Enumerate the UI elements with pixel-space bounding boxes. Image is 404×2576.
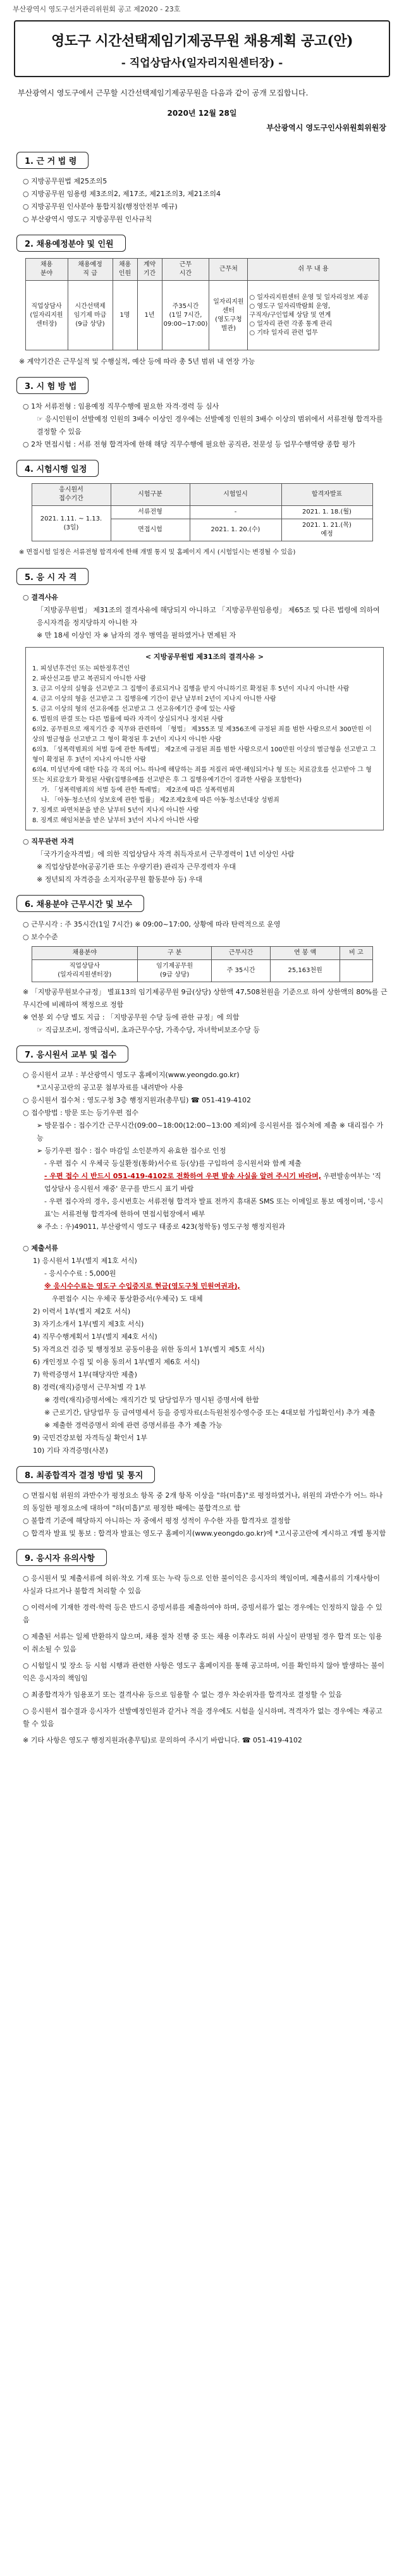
col-header: 시험구분 — [111, 484, 190, 506]
rule-line: 2. 파산선고를 받고 복권되지 아니한 사람 — [32, 675, 146, 682]
doc-item: 9) 국민건강보험 자격득실 확인서 1부 — [33, 1434, 148, 1442]
section-9-heading: 9. 응시자 유의사항 — [16, 1549, 107, 1566]
cell-remark — [340, 960, 372, 982]
col-header: 채용분야 — [32, 947, 138, 960]
doc-item: ※ 경력(재직)증명서에는 재직기간 및 담당업무가 명시된 증명서에 한함 — [44, 1396, 259, 1404]
section-1-heading: 1. 근 거 법 령 — [16, 152, 89, 169]
s3-p1a: ☞ 응시인원이 선발예정 인원의 3배수 이상인 경우에는 선발예정 인원의 3배수 이상의 범위에서 서류전형 합격자를 결정할 수 있음 — [37, 415, 383, 436]
col-header: 근무 시간 — [162, 259, 209, 281]
salary-table — [32, 946, 373, 982]
col-header: 응시원서 접수기간 — [32, 484, 111, 506]
s8-item: ○ 합격자 발표 및 통보 : 합격자 발표는 영도구 홈페이지(www.yeongdo.go.kr)에 *고시공고란에 게시하고 개별 통지함 — [23, 1529, 386, 1538]
recruit-table — [25, 258, 379, 350]
rule-line: 4. 금고 이상의 형을 선고받고 그 집행유예 기간이 끝난 날부터 2년이 지나지 아니한 사람 — [32, 696, 276, 703]
s7-p4: ○ 제출서류 — [23, 1244, 58, 1252]
doc-item: 1) 응시원서 1부(별지 제1호 서식) — [33, 1257, 137, 1265]
section-2-heading: 2. 채용예정분야 및 인원 — [16, 235, 126, 252]
rule-line: 6의4. 미성년자에 대한 다음 각 목의 어느 하나에 해당하는 죄를 저질러 파면·해임되거나 형 또는 치료감호를 선고받아 그 형 또는 치료감호가 확정된 사람(집행유예를 선고받은 후 그 집행유예기간이 경과한 사람을 포함한다) — [32, 767, 372, 784]
s8-item: ○ 면접시험 위원의 과반수가 평정요소 항목 중 2개 항목 이상을 "하(미흡)"로 평정하였거나, 위원의 과반수가 어느 하나의 동일한 평정요소에 대하여 "하(미흡)"로 평정한 때에는 불합격으로 함 — [23, 1491, 383, 1512]
cell-period: 1년 — [137, 281, 162, 350]
cell-date: 2021. 1. 20.(수) — [190, 519, 281, 541]
rule-line: 5. 금고 이상의 형의 선고유예를 선고받고 그 선고유예기간 중에 있는 사람 — [32, 706, 236, 713]
col-header: 채용 인원 — [113, 259, 137, 281]
s9-item: ○ 응시원서 접수결과 응시자가 선발예정인원과 같거나 적을 경우에도 시험을 실시하며, 적격자가 없는 경우에는 재공고할 수 있음 — [23, 1707, 383, 1728]
rule-line: 3. 금고 이상의 실형을 선고받고 그 집행이 종료되거나 집행을 받지 아니하기로 확정된 후 5년이 지나지 아니한 사람 — [32, 686, 350, 693]
cell-duty: ○ 일자리지원센터 운영 및 일자리정보 제공 ○ 영도구 일자리박람회 운영, 구직자/구인업체 상담 및 연계 ○ 일자리 관련 각종 통계 관리 ○ 기타 일자리 관련 업무 — [248, 281, 379, 350]
cell-date: - — [190, 506, 281, 519]
s9-item: ○ 응시원서 및 제출서류에 허위·착오 기재 또는 누락 등으로 인한 불이익은 응시자의 책임이며, 제출서류의 기재사항이 사실과 다르거나 불합격 처리할 수 있음 — [23, 1574, 380, 1595]
rule-line: 1. 피성년후견인 또는 피한정후견인 — [32, 665, 130, 672]
section-3-heading: 3. 시 험 방 법 — [16, 377, 89, 394]
s1-item: ○ 지방공무원법 제25조의5 — [23, 177, 107, 185]
s7-p3: ○ 접수방법 : 방문 또는 등기우편 접수 — [23, 1109, 139, 1117]
s6-p1: ○ 근무시각 : 주 35시간(1일 7시간) ※ 09:00~17:00, 상황에 따라 탄력적으로 운영 — [23, 920, 281, 928]
s6-n3: ☞ 직급보조비, 정액급식비, 초과근무수당, 가족수당, 자녀학비보조수당 등 — [37, 1026, 260, 1034]
s1-item: ○ 부산광역시 영도구 지방공무원 인사규칙 — [23, 215, 152, 223]
s5-q2: ○ 직무관련 자격 — [23, 837, 75, 846]
section-7-heading: 7. 응시원서 교부 및 접수 — [16, 1045, 128, 1063]
section-6-heading: 6. 채용분야 근무시간 및 보수 — [16, 895, 144, 912]
notice-number: 부산광역시 영도구선거관리위원회 공고 제2020 - 23호 — [13, 5, 181, 13]
cell-salary: 25,163천원 — [271, 960, 340, 982]
s3-p2: ○ 2차 면접시험 : 서류 전형 합격자에 한해 해당 직무수행에 필요한 공직관, 전문성 등 업무수행역량 종합 평가 — [23, 440, 356, 448]
cell-grade: 시간선택제 임기제 마급 (9급 상당) — [68, 281, 113, 350]
doc-item: 8) 경력(재직)증명서 근무처별 각 1부 — [33, 1383, 146, 1391]
s7-p3d: - 우편 접수 시 반드시 051-419-4102로 전화하여 우편 발송 사실을 알려 주시기 바라며, — [44, 1172, 321, 1180]
s7-p1a: *고시공고란의 공고문 첨부자료를 내려받아 사용 — [37, 1083, 184, 1092]
col-header: 채용 분야 — [25, 259, 68, 281]
doc-item: 3) 자기소개서 1부(별지 제3호 서식) — [33, 1320, 144, 1328]
col-header: 구 분 — [138, 947, 212, 960]
cell-result: 2021. 1. 18.(월) — [281, 506, 372, 519]
intro-text: 부산광역시 영도구에서 근무할 시간선택제임기제공무원을 다음과 같이 공개 모집합니다. — [18, 89, 309, 97]
disqualification-box — [25, 647, 384, 830]
cell-type: 서류전형 — [111, 506, 190, 519]
s5-q2c: ※ 정년퇴직 자격증을 소지자(공무원 활동분야 등) 우대 — [37, 875, 202, 884]
s9-item: ※ 기타 사항은 영도구 행정지원과(총무팀)로 문의하여 주시기 바랍니다. ☎ 051-419-4102 — [23, 1736, 302, 1744]
rule-title: < 지방공무원법 제31조의 결격사유 > — [145, 653, 264, 661]
s2-note: ※ 계약기간은 근무실적 및 수행실적, 예산 등에 따라 총 5년 범위 내 연장 가능 — [19, 357, 255, 366]
doc-item: ※ 근로기간, 담당업무 등 급여명세서 등을 증빙자료(소득원천징수영수증 또는 4대보험 가입확인서) 추가 제출 — [44, 1408, 376, 1417]
s7-p3c: - 우편 접수 시 우체국 등실환정(통화)서수료 등(상)를 구입하여 응시원서와 함께 제출 — [44, 1159, 302, 1168]
rule-line: 6. 법원의 판결 또는 다른 법률에 따라 자격이 상실되거나 정지된 사람 — [32, 716, 224, 723]
s1-item: ○ 지방공무원 인사분야 통합지침(행정안전부 예규) — [23, 202, 178, 211]
cell-hours: 주35시간 (1일 7시간, 09:00~17:00) — [162, 281, 209, 350]
rule-line: 가. 「성폭력범죄의 처벌 등에 관한 특례법」 제2조에 따른 성폭력범죄 — [41, 787, 235, 794]
s4-note: ※ 면접시험 일정은 서류전형 합격자에 한해 개별 통지 및 홈페이지 게시 (시험일시는 변경될 수 있음) — [19, 549, 296, 556]
cell-field: 직업상담사 (일자리지원 센터장) — [25, 281, 68, 350]
col-header: 연 봉 액 — [271, 947, 340, 960]
section-5-heading: 5. 응 시 자 격 — [16, 568, 89, 585]
doc-item: 우편접수 시는 우체국 통상환증서(우체국) 도 대체 — [52, 1295, 203, 1303]
doc-item: 5) 자격요건 검증 및 행정정보 공동이용을 위한 동의서 1부(별지 제5호 서식) — [33, 1345, 265, 1353]
doc-item: ※ 응시수수료는 영도구 수입증지로 현금(영도구청 민원여권과), — [44, 1282, 240, 1290]
s7-p3e: - 우편 접수자의 경우, 응시번호는 서류전형 합격자 발표 전까지 휴대폰 SMS 또는 이메일로 통보 예정이며, '응시표'는 서류전형 합격자에 한하여 면접시험장에서 배부 — [44, 1197, 384, 1218]
title-box — [14, 20, 390, 77]
issuing-organization: 부산광역시 영도구인사위원회위원장 — [266, 123, 386, 132]
s5-q2a: 「국가기술자격법」에 의한 직업상담사 자격 취득자로서 근무경력이 1년 이상인 사람 — [37, 850, 295, 858]
section-4-heading: 4. 시험시행 일정 — [16, 460, 99, 477]
s9-item: ○ 이력서에 기재한 경력·학력 등은 반드시 증빙서류를 제출하여야 하며, 증빙서류가 없는 경우에는 인정하지 않을 수 있음 — [23, 1603, 383, 1624]
col-header: 합격자발표 — [281, 484, 372, 506]
cell-period: 2021. 1.11. ~ 1.13. (3일) — [32, 506, 111, 541]
document-title: 영도구 시간선택제임기제공무원 채용계획 공고(안) — [51, 33, 353, 49]
s5-q2b: ※ 직업상담분야(공공기관 또는 우량기관) 관리자 근무경력자 우대 — [37, 863, 236, 871]
rule-line: 8. 징계로 해임처분을 받은 날부터 3년이 지나지 아니한 사람 — [32, 817, 199, 824]
rule-line: 6의3. 「성폭력범죄의 처벌 등에 관한 특례법」 제2조에 규정된 죄를 범한 사람으로서 100만원 이상의 벌금형을 선고받고 그 형이 확정된 후 3년이 지나지 아니한 사람 — [32, 746, 376, 763]
cell-type: 면접시험 — [111, 519, 190, 541]
s9-item: ○ 시험일시 및 장소 등 시험 시행과 관련한 사항은 영도구 홈페이지를 통해 공고하며, 이를 확인하지 않아 발생하는 불이익은 응시자의 책임임 — [23, 1661, 384, 1682]
s7-p3d-wrap — [44, 1170, 388, 1195]
cell-result: 2021. 1. 21.(목) 예정 — [281, 519, 372, 541]
document-subtitle: - 직업상담사(일자리지원센터장) - — [121, 57, 283, 70]
doc-item: 6) 개인정보 수집 및 이용 동의서 1부(별지 제6호 서식) — [33, 1358, 200, 1366]
section-8-heading: 8. 최종합격자 결정 방법 및 통지 — [16, 1466, 155, 1483]
col-header: 근무시간 — [212, 947, 271, 960]
s1-item: ○ 지방공무원 임용령 제3조의2, 제17조, 제21조의3, 제21조의4 — [23, 190, 221, 198]
s3-p1: ○ 1차 서류전형 : 임용예정 직무수행에 필요한 자격·경력 등 심사 — [23, 402, 219, 410]
notice-date: 2020년 12월 28일 — [167, 109, 237, 118]
s7-p1: ○ 응시원서 교부 : 부산광역시 영도구 홈페이지(www.yeongdo.go.kr) — [23, 1071, 240, 1079]
s6-n2: ※ 연봉 외 수당 별도 지급 : 「지방공무원 수당 등에 관한 규정」에 의함 — [23, 1013, 240, 1021]
col-header: 쉬 무 내 용 — [248, 259, 379, 281]
cell-grade: 임기제공무원 (9급 상당) — [138, 960, 212, 982]
cell-count: 1명 — [113, 281, 137, 350]
s7-p3a: ➢ 방문접수 : 접수기간 근무시간(09:00~18:00(12:00~13:00 제외)에 응시원서를 접수처에 제출 ※ 대리접수 가능 — [37, 1121, 384, 1142]
rule-line: 나. 「아동·청소년의 성보호에 관한 법률」 제2조제2호에 따른 아동·청소년대상 성범죄 — [41, 797, 279, 804]
s7-p3f: ※ 주소 : 우)49011, 부산광역시 영도구 태종로 423(청학동) 영도구청 행정지원과 — [37, 1223, 286, 1231]
s5-q1: ○ 결격사유 — [23, 593, 58, 601]
s6-n1: ※ 「지방공무원보수규정」 별표13의 임기제공무원 9급(상당) 상한액 47,508천원을 기준으로 하여 상한액의 80%를 근무시간에 비례하여 책정으로 정함 — [23, 988, 388, 1009]
col-header: 계약 기간 — [137, 259, 162, 281]
s7-p3b: ➢ 등기우편 접수 : 접수 마감일 소인분까지 유효한 접수로 인정 — [37, 1147, 226, 1155]
cell-hours: 주 35시간 — [212, 960, 271, 982]
col-header: 시험일시 — [190, 484, 281, 506]
doc-item: 4) 직무수행계획서 1부(별지 제4호 서식) — [33, 1333, 157, 1341]
doc-item: - 응시수수료 : 5,000원 — [44, 1269, 116, 1278]
s6-p2: ○ 보수수준 — [23, 933, 58, 941]
doc-item: 2) 이력서 1부(별지 제2호 서식) — [33, 1307, 131, 1316]
doc-item: 10) 기타 자격증명(사본) — [33, 1446, 108, 1455]
doc-item: ※ 제출한 경력증명서 외에 관련 증명서류를 추가 제출 가능 — [44, 1421, 223, 1429]
s7-p3d2: 우편발송여부는 '직업상담사 응시원서 재중' 문구를 반드시 표기 바람 — [44, 1172, 381, 1193]
s9-item: ○ 제출된 서류는 일체 반환하지 않으며, 채용 절차 진행 중 또는 채용 이후라도 허위 사실이 판명될 경우 합격 또는 임용이 취소될 수 있음 — [23, 1632, 383, 1653]
col-header: 근무처 — [209, 259, 248, 281]
s5-q1a: 「지방공무원법」 제31조의 결격사유에 해당되지 아니하고 「지방공무원임용령」 제65조 및 다른 법령에 의하여 응시자격을 정지당하지 아니한 자 — [37, 606, 380, 627]
cell-place: 일자리지원 센터 (영도구청 별관) — [209, 281, 248, 350]
s9-item: ○ 최종합격자가 임용포기 또는 결격사유 등으로 임용할 수 없는 경우 차순위자를 합격자로 결정할 수 있음 — [23, 1691, 342, 1699]
s8-item: ○ 불합격 기준에 해당하지 아니하는 자 중에서 평정 성적이 우수한 자를 합격자로 결정함 — [23, 1517, 291, 1525]
schedule-table — [32, 483, 373, 541]
doc-item: 7) 학력증명서 1부(해당자만 제출) — [33, 1371, 137, 1379]
s7-p2: ○ 응시원서 접수처 : 영도구청 3층 행정지원과(총무팀) ☎ 051-419-4102 — [23, 1096, 252, 1104]
col-header: 채용예정 직 급 — [68, 259, 113, 281]
cell-field: 직업상담사 (일자리지원센터장) — [32, 960, 138, 982]
col-header: 비 고 — [340, 947, 372, 960]
s5-q1b: ※ 만 18세 이상인 자 ※ 남자의 경우 병역을 필하였거나 면제된 자 — [37, 631, 236, 639]
rule-line: 6의2. 공무원으로 재직기간 중 직무와 관련하여 「형법」 제355조 및 제356조에 규정된 죄를 범한 사람으로서 300만원 이상의 벌금형을 선고받고 그 형이 확정된 후 2년이 지나지 아니한 사람 — [32, 726, 372, 743]
rule-line: 7. 징계로 파면처분을 받은 날부터 5년이 지나지 아니한 사람 — [32, 807, 199, 814]
